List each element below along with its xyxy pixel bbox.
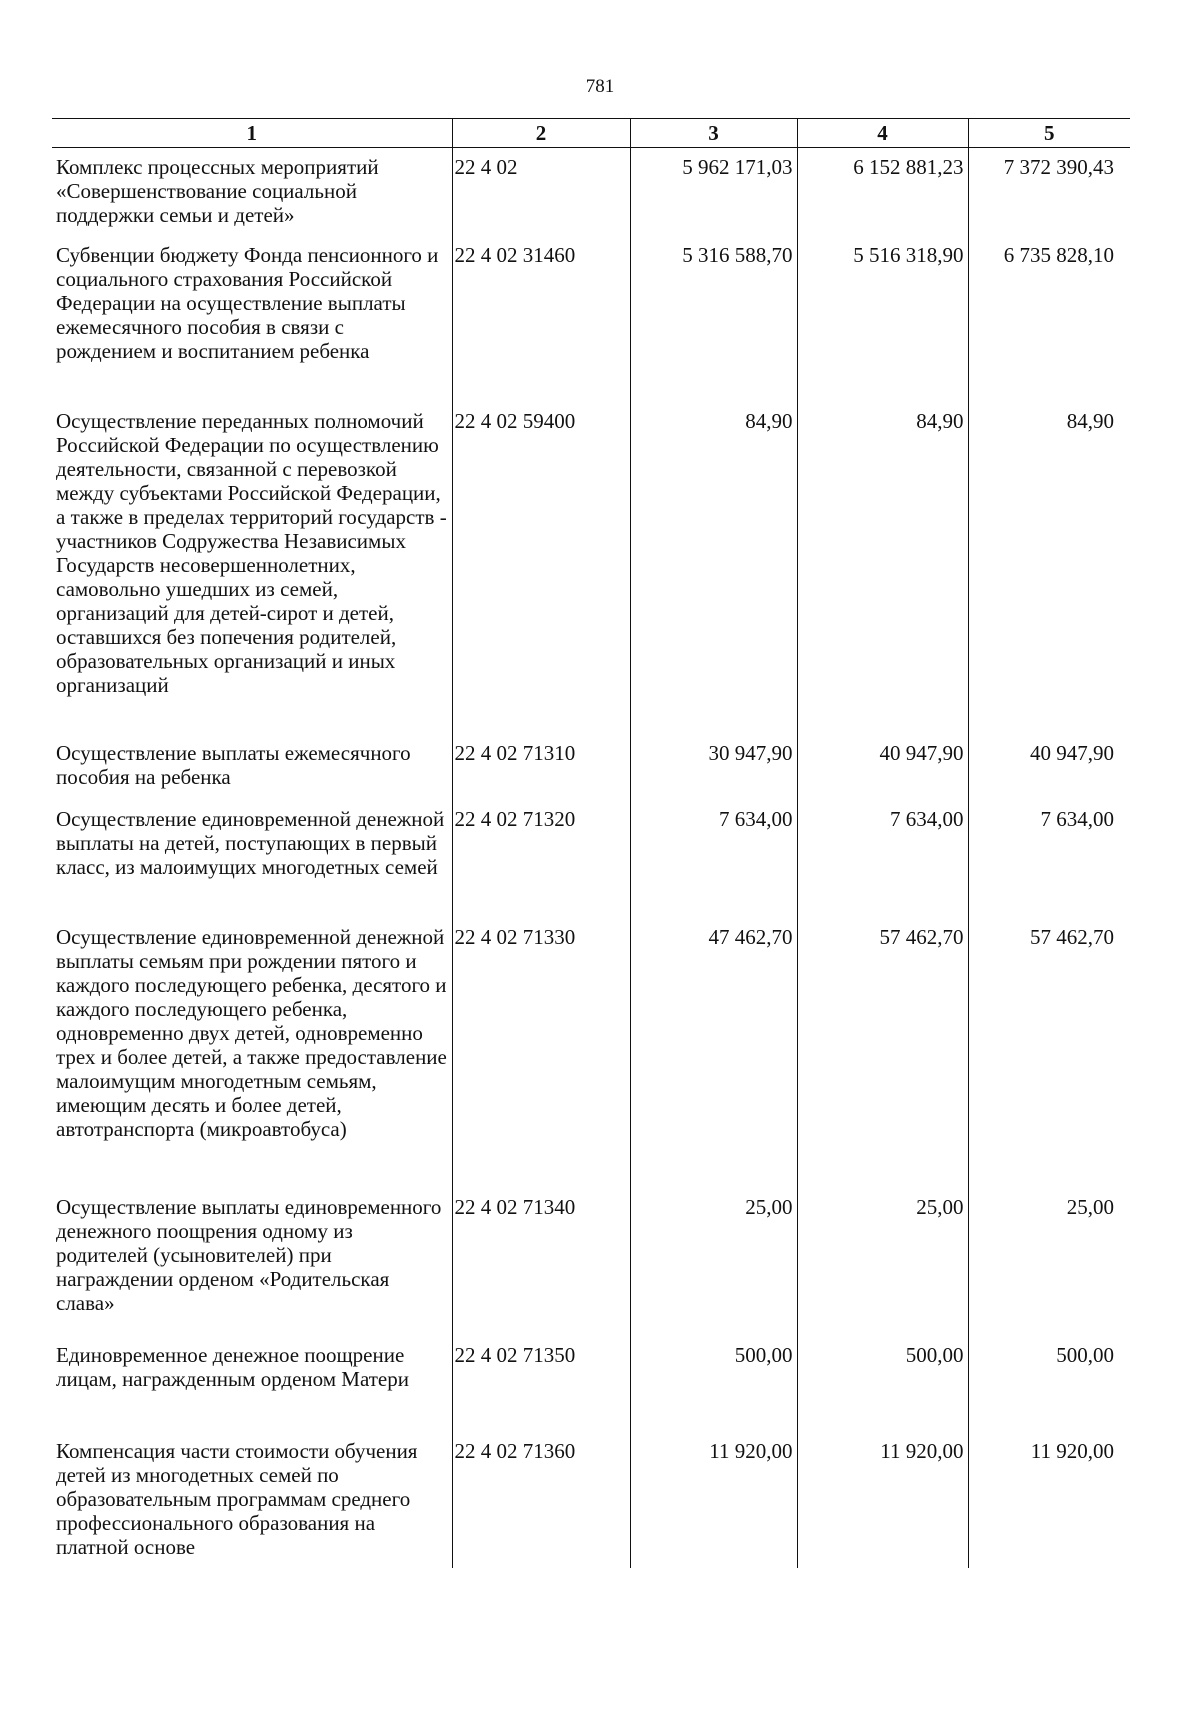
row-code: 22 4 02 71340 bbox=[452, 1188, 630, 1336]
row-name: Осуществление единовременной денежной выплаты на детей, поступающих в первый класс, из малоимущих многодетных семей bbox=[56, 806, 445, 879]
row-code: 22 4 02 71360 bbox=[452, 1432, 630, 1568]
row-name: Компенсация части стоимости обучения детей из многодетных семей по образовательным программам среднего профессионального образования на платной основе bbox=[56, 1438, 418, 1559]
column-header-4: 4 bbox=[797, 119, 968, 148]
row-value-year2: 5 516 318,90 bbox=[797, 236, 968, 402]
column-header-1: 1 bbox=[52, 119, 452, 148]
row-value-year2: 6 152 881,23 bbox=[797, 148, 968, 236]
row-value-year3: 7 634,00 bbox=[968, 800, 1130, 918]
table-row bbox=[52, 734, 1130, 800]
row-value-year2: 25,00 bbox=[797, 1188, 968, 1336]
header-row bbox=[52, 119, 1130, 148]
column-header-5: 5 bbox=[968, 119, 1130, 148]
page-number: 781 bbox=[585, 76, 615, 97]
column-header-3: 3 bbox=[630, 119, 797, 148]
row-value-year1: 47 462,70 bbox=[630, 918, 797, 1188]
table-row bbox=[52, 148, 1130, 236]
row-value-year1: 84,90 bbox=[630, 402, 797, 734]
row-value-year3: 7 372 390,43 bbox=[968, 148, 1130, 236]
row-code: 22 4 02 71330 bbox=[452, 918, 630, 1188]
table-row bbox=[52, 1432, 1130, 1568]
row-code: 22 4 02 59400 bbox=[452, 402, 630, 734]
row-name: Осуществление выплаты единовременного денежного поощрения одному из родителей (усыновителей) при награждении орденом «Родительская слава» bbox=[56, 1194, 442, 1315]
row-code: 22 4 02 71350 bbox=[452, 1336, 630, 1432]
row-code: 22 4 02 31460 bbox=[452, 236, 630, 402]
row-value-year1: 500,00 bbox=[630, 1336, 797, 1432]
row-value-year2: 57 462,70 bbox=[797, 918, 968, 1188]
row-value-year3: 40 947,90 bbox=[968, 734, 1130, 800]
column-header-2: 2 bbox=[452, 119, 630, 148]
table-row bbox=[52, 1188, 1130, 1336]
row-name: Осуществление переданных полномочий Российской Федерации по осуществлению деятельности, связанной с перевозкой между субъектами Российской Федерации, а также в пределах территорий государств - участников Содружества Независимых Государств несовершеннолетних, самовольно ушедших из семей, организаций для детей-сирот и детей, оставшихся без попечения родителей, образовательных организаций и иных организаций bbox=[56, 408, 447, 697]
row-name: Осуществление единовременной денежной выплаты семьям при рождении пятого и каждого последующего ребенка, десятого и каждого последующего ребенка, одновременно двух детей, одновременно трех и более детей, а также предоставление малоимущим многодетным семьям, имеющим десять и более детей, автотранспорта (микроавтобуса) bbox=[56, 924, 447, 1141]
row-value-year1: 7 634,00 bbox=[630, 800, 797, 918]
row-value-year1: 5 316 588,70 bbox=[630, 236, 797, 402]
row-value-year2: 84,90 bbox=[797, 402, 968, 734]
row-name: Комплекс процессных мероприятий «Совершенствование социальной поддержки семьи и детей» bbox=[56, 155, 379, 227]
row-value-year2: 40 947,90 bbox=[797, 734, 968, 800]
row-value-year1: 30 947,90 bbox=[630, 734, 797, 800]
row-value-year3: 84,90 bbox=[968, 402, 1130, 734]
budget-table bbox=[52, 118, 1130, 1568]
row-value-year2: 500,00 bbox=[797, 1336, 968, 1432]
row-name: Субвенции бюджету Фонда пенсионного и социального страхования Российской Федерации на осуществление выплаты ежемесячного пособия в связи с рождением и воспитанием ребенка bbox=[56, 242, 439, 363]
row-value-year3: 6 735 828,10 bbox=[968, 236, 1130, 402]
row-value-year2: 7 634,00 bbox=[797, 800, 968, 918]
row-value-year1: 11 920,00 bbox=[630, 1432, 797, 1568]
row-value-year1: 5 962 171,03 bbox=[630, 148, 797, 236]
table-row bbox=[52, 918, 1130, 1188]
row-code: 22 4 02 71310 bbox=[452, 734, 630, 800]
table-row bbox=[52, 800, 1130, 918]
row-name: Единовременное денежное поощрение лицам, награжденным орденом Матери bbox=[56, 1342, 409, 1391]
row-code: 22 4 02 71320 bbox=[452, 800, 630, 918]
row-value-year3: 11 920,00 bbox=[968, 1432, 1130, 1568]
row-value-year3: 25,00 bbox=[968, 1188, 1130, 1336]
table-row bbox=[52, 1336, 1130, 1432]
row-code: 22 4 02 bbox=[452, 148, 630, 236]
row-value-year3: 57 462,70 bbox=[968, 918, 1130, 1188]
table-row bbox=[52, 402, 1130, 734]
row-name: Осуществление выплаты ежемесячного пособия на ребенка bbox=[56, 740, 411, 789]
row-value-year2: 11 920,00 bbox=[797, 1432, 968, 1568]
table-row bbox=[52, 236, 1130, 402]
row-value-year1: 25,00 bbox=[630, 1188, 797, 1336]
row-value-year3: 500,00 bbox=[968, 1336, 1130, 1432]
